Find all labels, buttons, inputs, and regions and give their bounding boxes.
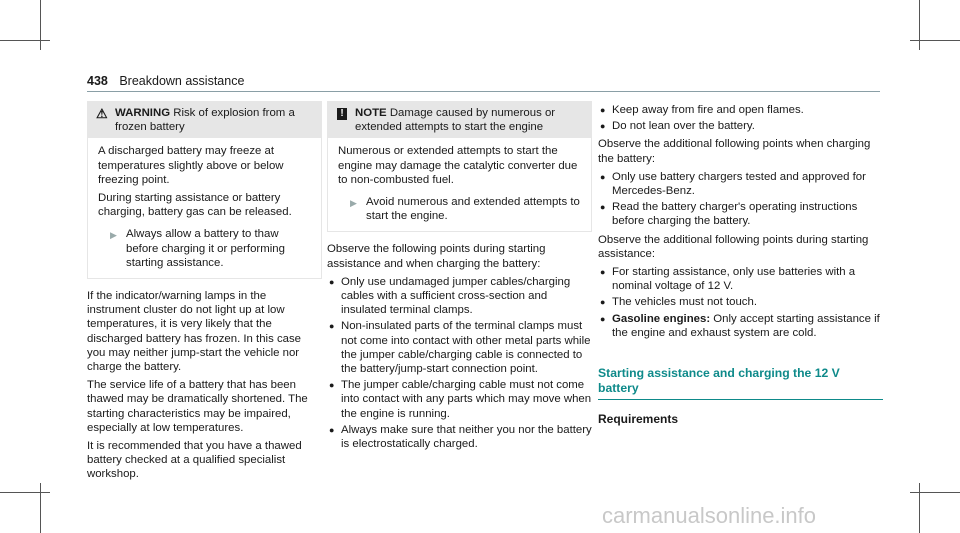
warning-triangle-icon: ⚠ [96, 106, 108, 121]
crop-mark [910, 40, 960, 41]
action-arrow-icon: ▶ [350, 198, 357, 209]
bullet-icon: ● [600, 267, 606, 278]
page-number: 438 [87, 74, 108, 88]
list-item: ● Only use undamaged jumper cables/charging cables with a sufficient cross-section and insulated terminal clamps. [329, 275, 571, 317]
warning-action [98, 227, 311, 270]
bullet-icon: ● [329, 276, 335, 287]
note-paragraph: Numerous or extended attempts to start the engine may damage the catalytic converter due to non-combusted fuel. [338, 145, 578, 186]
body-paragraph: If the indicator/warning lamps in the instrument cluster do not light up at low temperatures, it is very likely that the discharged battery has frozen. In this case you may neither jump-start the vehicle nor charge the battery. [87, 290, 302, 374]
list-item: ● Only use battery chargers tested and approved for Mercedes-Benz. [600, 170, 866, 198]
column-2 [327, 101, 592, 455]
warning-body [87, 138, 322, 279]
bullet-icon: ● [329, 380, 335, 391]
page-title: Breakdown assistance [119, 74, 245, 88]
bullet-icon: ● [329, 321, 335, 332]
list-item: ● Do not lean over the battery. [600, 120, 755, 133]
list-item [598, 312, 883, 340]
page-header [87, 74, 244, 88]
body-paragraph: Observe the following points during starting assistance and when charging the battery: [327, 243, 546, 270]
crop-mark [910, 492, 960, 493]
warning-box [87, 101, 322, 279]
crop-mark [0, 492, 50, 493]
list-item: ● Non-insulated parts of the terminal clamps must not come into contact with other metal parts while the jumper cable/charging cable is connected to the battery/jump-start connection point. [329, 320, 591, 376]
body-paragraph: The service life of a battery that has been thawed may be dramatically shortened. The starting characteristics may be impaired, especially at low temperatures. [87, 379, 308, 434]
gasoline-label: Gasoline engines: [612, 312, 711, 325]
warning-paragraph: During starting assistance or battery charging, battery gas can be released. [98, 192, 292, 219]
warning-title: Risk of explosion from a frozen battery [115, 107, 295, 134]
crop-mark [0, 40, 50, 41]
list-item: ● The jumper cable/charging cable must not come into contact with any parts which may move when the engine is running. [329, 379, 592, 420]
column-3 [598, 101, 883, 426]
crop-mark [919, 483, 920, 533]
warning-action-text: Always allow a battery to thaw before charging it or performing starting assistance. [126, 228, 285, 269]
list-item: ● The vehicles must not touch. [600, 296, 757, 309]
bullet-icon: ● [600, 171, 606, 182]
bullet-icon: ● [600, 105, 606, 115]
body-paragraph: Observe the additional following points during starting assistance: [598, 233, 869, 260]
bullet-icon: ● [600, 121, 606, 132]
bullet-icon: ● [329, 424, 335, 435]
body-paragraph: Observe the additional following points when charging the battery: [598, 138, 871, 165]
bullet-list [598, 170, 883, 229]
note-action-text: Avoid numerous and extended attempts to start the engine. [366, 196, 580, 223]
note-body [327, 138, 592, 232]
note-box [327, 101, 592, 232]
bullet-icon: ● [600, 313, 606, 324]
note-title: Damage caused by numerous or extended attempts to start the engine [355, 107, 556, 134]
bullet-list [327, 275, 592, 451]
crop-mark [40, 0, 41, 50]
bullet-icon: ● [600, 297, 606, 308]
crop-mark [40, 483, 41, 533]
bullet-icon: ● [600, 202, 606, 213]
column-1 [87, 101, 322, 486]
note-icon: ! [337, 108, 347, 120]
header-divider [87, 91, 880, 92]
requirements-heading: Requirements [598, 412, 679, 427]
section-title: Starting assistance and charging the 12 V battery [598, 366, 883, 400]
body-paragraph: It is recommended that you have a thawed battery checked at a qualified specialist workshop. [87, 440, 302, 481]
list-item: ● Always make sure that neither you nor the battery is electrostatically charged. [329, 423, 592, 451]
list-item: ● Read the battery charger's operating instructions before charging the battery. [600, 201, 858, 228]
note-action [338, 195, 581, 223]
list-item: ● For starting assistance, only use batteries with a nominal voltage of 12 V. [600, 266, 856, 293]
bullet-list [598, 103, 883, 133]
list-item: ● Keep away from fire and open flames. [600, 104, 804, 116]
crop-mark [919, 0, 920, 50]
warning-label: WARNING [115, 107, 171, 119]
gasoline-text: Only accept starting assistance if the engine and exhaust system are cold. [612, 312, 880, 339]
action-arrow-icon: ▶ [110, 230, 117, 241]
warning-header [87, 101, 322, 138]
warning-paragraph: A discharged battery may freeze at temperatures slightly above or below freezing point. [98, 145, 284, 186]
watermark-text: carmanualsonline.info [602, 503, 817, 528]
note-label: NOTE [355, 107, 387, 119]
note-header [327, 101, 592, 138]
bullet-list [598, 265, 883, 340]
